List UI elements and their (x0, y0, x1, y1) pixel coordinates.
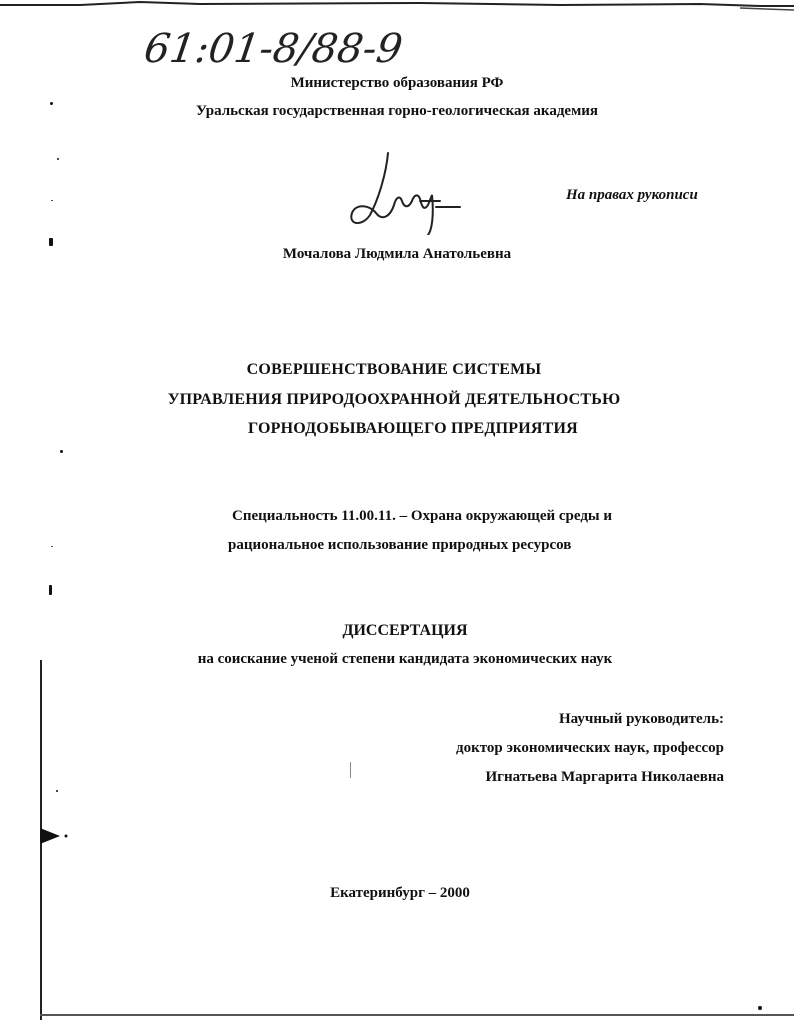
specialty-line-1: Специальность 11.00.11. – Охрана окружающей среды и (232, 508, 613, 524)
title-line-2: УПРАВЛЕНИЯ ПРИРОДООХРАННОЙ ДЕЯТЕЛЬНОСТЬЮ (167, 391, 621, 408)
academy-name: Уральская государственная горно-геологическая академия (195, 103, 599, 119)
supervisor-label: Научный руководитель: (559, 711, 724, 727)
scan-speck (60, 450, 63, 453)
archive-number-text: 61:01-8/88-9 (141, 26, 406, 72)
rights-note: На правах рукописи (566, 187, 698, 203)
scan-speck (56, 790, 58, 792)
archive-number-handwritten (140, 10, 480, 80)
scan-arrow-mark (38, 826, 72, 846)
work-type: ДИССЕРТАЦИЯ (342, 622, 468, 639)
scan-speck (51, 546, 53, 547)
ministry-name: Министерство образования РФ (290, 75, 504, 91)
specialty-line-2: рациональное использование природных ресурсов (228, 537, 572, 553)
supervisor-name: Игнатьева Маргарита Николаевна (485, 769, 724, 785)
title-line-1: СОВЕРШЕНСТВОВАНИЕ СИСТЕМЫ (246, 361, 542, 378)
scan-speck (49, 238, 53, 246)
signature (340, 145, 470, 235)
scan-speck (49, 585, 52, 595)
degree: на соискание ученой степени кандидата экономических наук (197, 651, 613, 667)
scan-speck (51, 200, 53, 201)
scan-speck (350, 762, 351, 778)
author-name: Мочалова Людмила Анатольевна (282, 246, 512, 262)
scan-speck (57, 158, 59, 160)
scan-speck (758, 1006, 762, 1010)
supervisor-credentials: доктор экономических наук, профессор (455, 740, 724, 756)
scan-bottom-edge (40, 1014, 794, 1016)
title-line-3: ГОРНОДОБЫВАЮЩЕГО ПРЕДПРИЯТИЯ (248, 420, 578, 437)
city-year: Екатеринбург – 2000 (330, 885, 470, 901)
